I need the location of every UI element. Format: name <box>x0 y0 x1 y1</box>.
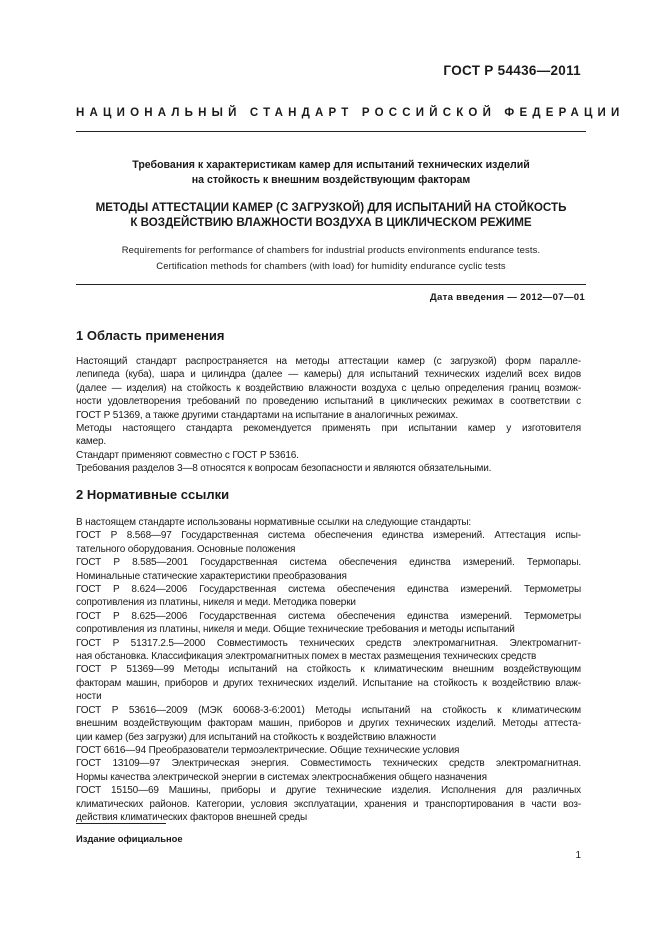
introduction-date: Дата введения — 2012—07—01 <box>429 292 585 303</box>
text-line: сопротивления из платины, никеля и меди. Общие технические требования и методы испытаний <box>76 624 515 636</box>
text-line: ности <box>76 691 102 703</box>
subtitle <box>76 158 586 188</box>
section-1-heading: 1 Область применения <box>76 328 225 343</box>
text-line: внешним воздействующим факторам машин, приборов и других технических изделий. Методы аттеста- <box>76 718 581 730</box>
text-line: климатических районов. Категории, условия эксплуатации, хранения и транспортирования в части воз- <box>76 798 581 810</box>
text-line: ГОСТ 6616—94 Преобразователи термоэлектрические. Общие технические условия <box>76 744 460 756</box>
text-line: факторам машин, приборов и других технических изделий. Испытание на стойкость к воздействию влаж- <box>76 677 581 689</box>
text-line: (далее — изделия) на стойкость к воздействию влажности воздуха с целью определения границ возмож- <box>76 382 581 394</box>
edition-label: Издание официальное <box>76 833 183 844</box>
text-line: ции камер (без загрузки) для испытаний на стойкость к воздействию влажности <box>76 731 436 743</box>
text-line: ГОСТ Р 8.625—2006 Государственная система обеспечения единства измерений. Термометры <box>76 610 581 622</box>
top-divider <box>76 131 586 132</box>
text-line: ности удовлетворения требований по проведению испытаний в циклических режимах в соответствии с <box>76 396 581 408</box>
text-line: ГОСТ Р 53616—2009 (МЭК 60068-3-6:2001) Методы испытаний на стойкость к климатическим <box>76 704 581 716</box>
english-title-line-2: Certification methods for chambers (with load) for humidity endurance cyclic tests <box>156 260 506 271</box>
footer-divider <box>76 823 166 824</box>
gost-code: ГОСТ Р 54436—2011 <box>443 63 581 78</box>
text-line: В настоящем стандарте использованы нормативные ссылки на следующие стандарты: <box>76 517 472 528</box>
text-line: ГОСТ Р 51369, а также другими стандартами на испытание в аналогичных режимах. <box>76 409 458 421</box>
text-line: действия климатических факторов внешней среды <box>76 811 308 823</box>
main-title-line-1: МЕТОДЫ АТТЕСТАЦИИ КАМЕР (С ЗАГРУЗКОЙ) ДЛЯ ИСПЫТАНИЙ НА СТОЙКОСТЬ <box>95 201 567 214</box>
main-title <box>76 200 586 230</box>
text-line: Номинальные статические характеристики преобразования <box>76 570 347 582</box>
text-line: тательного оборудования. Основные положения <box>76 543 296 555</box>
section-2-heading: 2 Нормативные ссылки <box>76 487 230 502</box>
text-line: ГОСТ Р 8.585—2001 Государственная система обеспечения единства измерений. Термопары. <box>76 557 581 569</box>
text-line: ГОСТ Р 51369—99 Методы испытаний на стойкость к климатическим внешним воздействующим <box>76 664 581 676</box>
text-line: Требования разделов 3—8 относятся к вопросам безопасности и являются обязательными. <box>76 463 492 475</box>
text-line: Стандарт применяют совместно с ГОСТ Р 53616. <box>76 449 299 461</box>
text-line: ГОСТ 15150—69 Машины, приборы и другие технические изделия. Исполнения для различных <box>76 785 581 797</box>
subtitle-line-2: на стойкость к внешним воздействующим факторам <box>191 174 471 186</box>
section-2-body <box>76 516 581 824</box>
main-title-line-2: К ВОЗДЕЙСТВИЮ ВЛАЖНОСТИ ВОЗДУХА В ЦИКЛИЧЕСКОМ РЕЖИМЕ <box>130 216 532 229</box>
text-line: камер. <box>76 436 107 448</box>
text-line: лепипеда (куба), шара и цилиндра (далее — камеры) для испытаний технических изделий всех видов <box>76 369 581 381</box>
text-line: сопротивления из платины, никеля и меди. Методика поверки <box>76 597 356 609</box>
national-standard-banner: НАЦИОНАЛЬНЫЙ СТАНДАРТ РОССИЙСКОЙ ФЕДЕРАЦИИ <box>76 107 625 119</box>
text-line: Методы настоящего стандарта рекомендуется применять при испытании камер у изготовителя <box>76 423 581 435</box>
english-title <box>76 242 586 274</box>
page-number: 1 <box>575 850 581 861</box>
section-1-body <box>76 355 581 476</box>
text-line: ГОСТ Р 8.624—2006 Государственная система обеспечения единства измерений. Термометры <box>76 584 581 596</box>
text-line: Настоящий стандарт распространяется на методы аттестации камер (с загрузкой) форм паралле- <box>76 356 581 367</box>
text-line: Нормы качества электрической энергии в системах электроснабжения общего назначения <box>76 771 487 783</box>
text-line: ная обстановка. Классификация электромагнитных помех в местах размещения технических средств <box>76 651 537 663</box>
subtitle-line-1: Требования к характеристикам камер для испытаний технических изделий <box>132 159 530 171</box>
text-line: ГОСТ Р 8.568—97 Государственная система обеспечения единства измерений. Аттестация испы- <box>76 530 581 542</box>
english-title-line-1: Requirements for performance of chambers for industrial products environments endurance tests. <box>121 244 541 255</box>
title-divider <box>76 284 586 285</box>
text-line: ГОСТ Р 51317.2.5—2000 Совместимость технических средств электромагнитная. Электромагнит- <box>76 637 581 649</box>
text-line: ГОСТ 13109—97 Электрическая энергия. Совместимость технических средств электромагнитная. <box>76 758 581 770</box>
